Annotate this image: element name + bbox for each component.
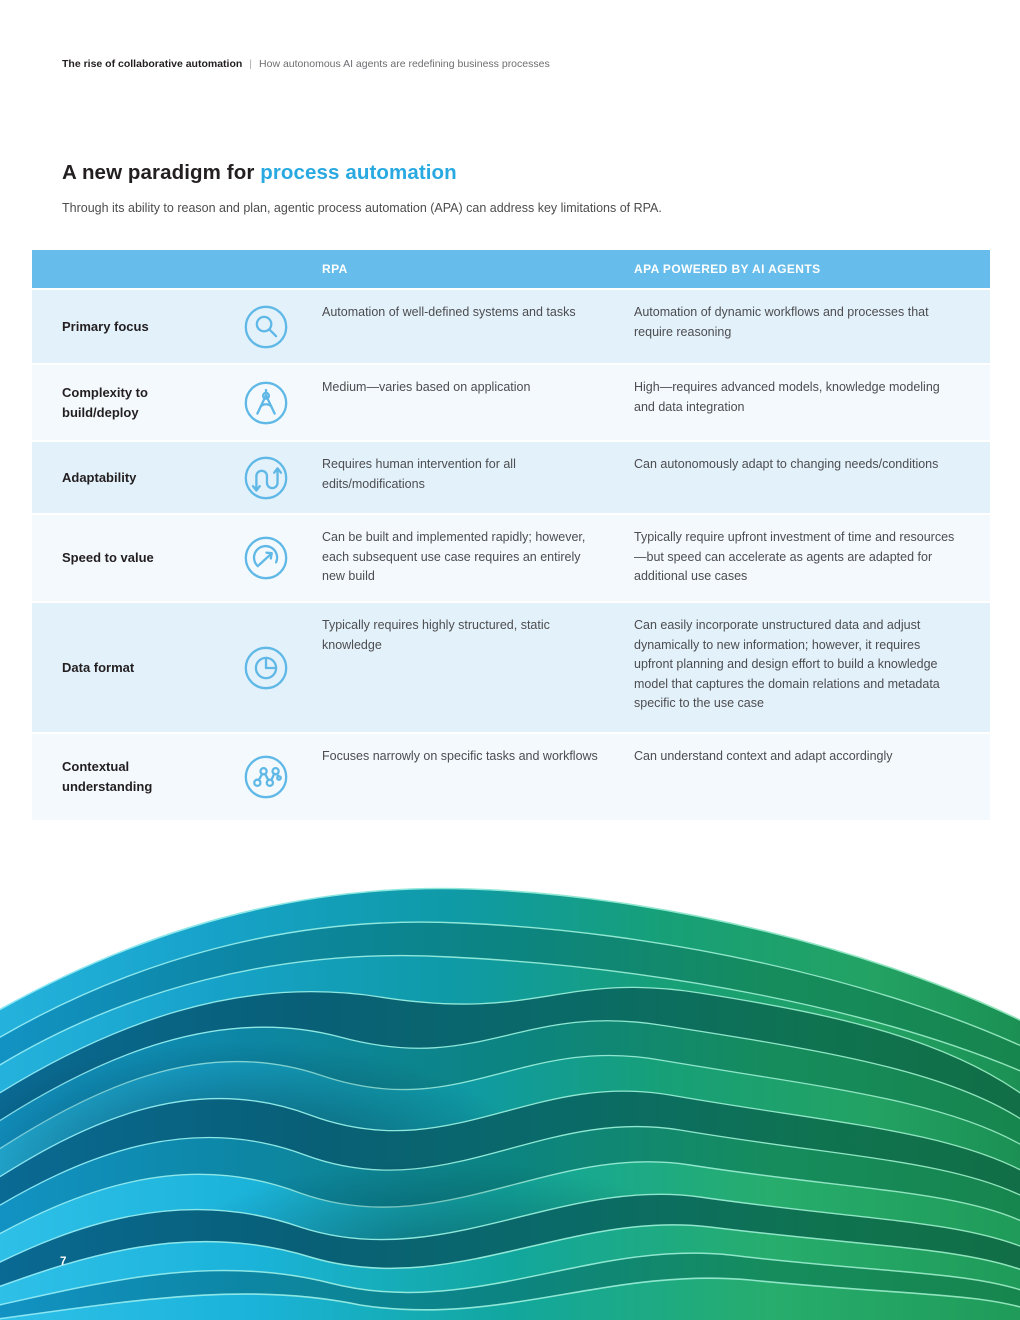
intro-paragraph: Through its ability to reason and plan, agentic process automation (APA) can address key limitations of RPA. (62, 201, 662, 215)
page-title-prefix: A new paradigm for (62, 161, 261, 184)
table-row (32, 365, 990, 440)
apa-cell: Typically require upfront investment of time and resources—but speed can accelerate as agents are adapted for additional use cases (634, 530, 955, 583)
layered-waves-image (0, 875, 1020, 1320)
apa-cell: High—requires advanced models, knowledge modeling and data integration (634, 380, 940, 414)
row-label: Complexity to build/deploy (62, 384, 148, 420)
rpa-cell: Focuses narrowly on specific tasks and workflows (322, 749, 598, 763)
apa-cell: Can understand context and adapt accordingly (634, 749, 893, 763)
apa-cell: Can autonomously adapt to changing needs/conditions (634, 457, 939, 471)
column-header-rpa: RPA (322, 262, 348, 276)
table-row (32, 290, 990, 363)
report-title: The rise of collaborative automation (62, 58, 243, 70)
table-header-row (32, 250, 990, 288)
network-icon (210, 734, 322, 820)
pie-chart-icon (210, 603, 322, 732)
running-header (62, 57, 1020, 71)
rpa-cell: Medium—varies based on application (322, 380, 531, 394)
row-label: Speed to value (62, 550, 154, 565)
row-label: Adaptability (62, 469, 137, 485)
row-label: Primary focus (62, 318, 149, 334)
page-number: 7 (60, 1256, 67, 1268)
apa-cell: Automation of dynamic workflows and processes that require reasoning (634, 305, 929, 339)
page-title (62, 160, 1020, 186)
header-separator: | (249, 58, 253, 70)
comparison-table (32, 250, 990, 820)
row-label: Data format (62, 659, 135, 675)
table-row (32, 734, 990, 820)
rpa-cell: Requires human intervention for all edits/modifications (322, 457, 516, 491)
report-subtitle: How autonomous AI agents are redefining business processes (259, 58, 550, 70)
row-label: Contextual understanding (62, 759, 153, 794)
rpa-cell: Typically requires highly structured, static knowledge (322, 618, 550, 652)
apa-cell: Can easily incorporate unstructured data and adjust dynamically to new information; however, it requires upfront planning and design effort to build a knowledge model that captures the domain relations and metadata specific to the use case (634, 618, 940, 710)
rpa-cell: Can be built and implemented rapidly; however, each subsequent use case requires an entirely new build (322, 530, 586, 583)
table-row (32, 515, 990, 601)
table-row (32, 603, 990, 732)
swap-arrows-icon (210, 442, 322, 513)
magnifier-icon (210, 290, 322, 363)
compass-icon (210, 365, 322, 440)
rpa-cell: Automation of well-defined systems and tasks (322, 305, 576, 319)
column-header-apa: APA POWERED BY AI AGENTS (634, 262, 821, 276)
table-row (32, 442, 990, 513)
gauge-icon (210, 515, 322, 601)
page-title-accent: process automation (260, 161, 457, 184)
